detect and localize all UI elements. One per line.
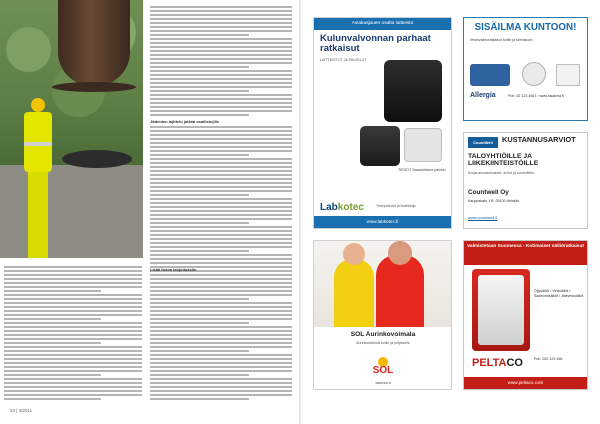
ad-kuntoon-products	[470, 62, 584, 88]
ad-labkotec[interactable]	[313, 17, 452, 229]
ad-sisailma-kuntoon[interactable]	[463, 17, 588, 121]
photo-lifted-container	[58, 0, 130, 86]
article-column-left-bottom	[4, 264, 142, 402]
ad-countwell-headline: KUSTANNUSARVIOT	[502, 135, 576, 144]
article-column-right	[150, 4, 292, 286]
person-red-shirt	[376, 255, 424, 327]
ad-peltaco-list: Öljysäiliöt / Vesisäiliöt / Sadevesisäiliöt / Jätevesisäiliöt	[534, 289, 584, 298]
ad-kuntoon-subtext: Ilmanvaihtoratkaisut kotiin ja toimistoon	[470, 38, 533, 42]
peltaco-logo-main: PELTA	[472, 357, 507, 369]
ad-labkotec-headline: Kulunvalvonnan parhaat ratkaisut	[320, 33, 431, 54]
ad-kuntoon-contact: Puh. 02 123 4567 / www.sisailma.fi	[508, 94, 564, 98]
device-image-sensor	[404, 128, 442, 162]
ad-sol-aurinkovoimala[interactable]	[313, 240, 452, 390]
countwell-logo: CountWell	[468, 137, 498, 148]
worker-trousers	[28, 172, 48, 258]
ad-labkotec-tagline: Yhteystiedot ja lisätietoja	[376, 204, 416, 208]
ad-labkotec-text: LAITTEISTOT JA PALVELUT	[320, 58, 367, 62]
section-subheading: Jätteiden lajittelu jatkaa osallistujille	[150, 119, 220, 124]
ad-peltaco[interactable]	[463, 240, 588, 390]
ad-sol-headline: SOL Aurinkovoimala	[350, 331, 416, 338]
ad-labkotec-header: Asiakasjauen osalta laitteisto	[314, 18, 451, 30]
worker-reflective-stripe	[24, 142, 52, 146]
person-yellow-head	[343, 243, 365, 265]
ad-countwell-url[interactable]: www.countwell.fi	[468, 215, 498, 220]
ad-kuntoon-headline: SISÄILMA KUNTOON!	[474, 22, 577, 33]
ad-sol-photo	[314, 241, 451, 327]
photo-container-rim	[52, 82, 136, 92]
product-image-3	[556, 64, 580, 86]
sol-logo	[366, 357, 400, 379]
product-image-1	[470, 64, 510, 86]
ad-labkotec-url[interactable]: www.labkotec.fi	[314, 216, 451, 228]
ad-sol-url[interactable]: www.sol.fi	[375, 381, 391, 385]
labkotec-logo	[320, 202, 364, 213]
ad-countwell-desc: Korjauskustannukset, arviot ja suunnittelu	[468, 171, 535, 175]
page-fold	[299, 0, 301, 424]
ad-peltaco-url[interactable]: www.peltaco.com	[464, 377, 587, 389]
ad-kuntoon-brand: Allergia	[470, 92, 496, 99]
worker-helmet	[31, 98, 45, 112]
ad-countwell-title: TALOYHTIÖILLE JA LIIKEKIINTEISTÖILLE	[468, 153, 539, 168]
ad-peltaco-contact: Puh. 020 123 456	[534, 357, 563, 361]
product-image-2	[522, 62, 546, 86]
ad-countwell[interactable]	[463, 132, 588, 229]
ad-labkotec-details: TIEDOT Saavutettava palvelu	[398, 168, 446, 172]
section-subheading-2: Lisää tietoa lahjoituksiin	[150, 267, 197, 272]
peltaco-logo	[472, 357, 523, 369]
person-yellow-shirt	[334, 259, 374, 327]
sol-logo-text: SOL	[372, 365, 394, 376]
page-footer-left: 34 | 3/2011	[10, 408, 33, 413]
labkotec-logo-main: Lab	[320, 202, 338, 213]
ad-peltaco-header: Valmistetaan Suomessa - Kotimaiset säiliöratkaisut	[464, 241, 587, 265]
photo-worker	[22, 98, 52, 258]
photo-underground-container-opening	[62, 150, 132, 168]
ad-countwell-contact: Kauppakatu 1 B, 00100 Helsinki	[468, 199, 520, 203]
labkotec-logo-accent: kotec	[337, 202, 364, 213]
ad-countwell-brand: Countwell Oy	[468, 189, 509, 196]
peltaco-logo-accent: CO	[506, 357, 523, 369]
device-image-large	[384, 60, 442, 122]
device-image-small	[360, 126, 400, 166]
ad-sol-desc: Aurinkosähköä kotiin ja yritykselle	[356, 341, 410, 345]
tank-image-inner	[478, 275, 524, 345]
article-column-mid-bottom	[150, 264, 292, 402]
person-red-head	[388, 241, 412, 265]
article-photo	[0, 0, 143, 258]
